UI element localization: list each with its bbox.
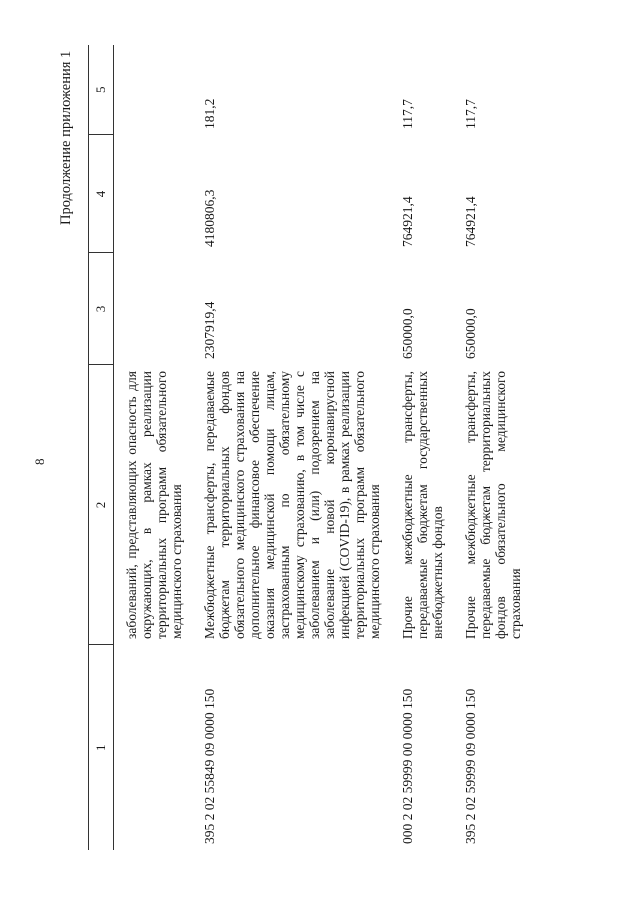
amount-col4: 764921,4	[463, 196, 478, 247]
budget-table	[88, 45, 529, 850]
amount-col3: 650000,0	[400, 308, 415, 359]
column-header-4: 4	[89, 135, 114, 253]
column-header-5: 5	[89, 45, 114, 135]
amount-col3	[114, 253, 199, 365]
budget-code	[114, 645, 199, 850]
table-row	[396, 45, 459, 850]
percent-col5: 181,2	[202, 98, 217, 129]
income-name: Межбюджетные трансферты, передаваемые бюджетам территориальных фондов обязательного медицинского страхования на дополнительное финансовое обеспечение оказания медицинской помощи лицам, застрахованным по обязательному медицинскому страхованию, в том числе с заболеванием и (или) подозрением на заболевание новой коронавирусной инфекцией (COVID-19), в рамках реализации территориальных программ обязательного медицинского страхования	[202, 371, 382, 639]
amount-col4	[114, 135, 199, 253]
header-row	[89, 45, 114, 850]
amount-col4: 4180806,3	[202, 189, 217, 247]
percent-col5: 117,7	[400, 99, 415, 129]
budget-code: 395 2 02 59999 09 0000 150	[463, 688, 478, 844]
amount-col3: 650000,0	[463, 308, 478, 359]
column-header-2: 2	[89, 365, 114, 645]
column-header-1: 1	[89, 645, 114, 850]
table-row	[459, 45, 529, 850]
income-name: Прочие межбюджетные трансферты, передаваемые бюджетам территориальных фондов обязательного медицинского страхования	[463, 371, 523, 639]
table-row	[198, 45, 396, 850]
page-number: 8	[32, 458, 47, 465]
percent-col5	[114, 45, 199, 135]
percent-col5: 117,7	[463, 99, 478, 129]
budget-code: 395 2 02 55849 09 0000 150	[202, 688, 217, 844]
table-row	[114, 45, 199, 850]
budget-code: 000 2 02 59999 00 0000 150	[400, 688, 415, 844]
column-header-3: 3	[89, 253, 114, 365]
income-name: Прочие межбюджетные трансферты, передаваемые бюджетам государственных внебюджетных фондов	[400, 371, 445, 639]
amount-col3: 2307919,4	[202, 301, 217, 359]
continuation-label: Продолжение приложения 1	[58, 50, 74, 225]
amount-col4: 764921,4	[400, 196, 415, 247]
income-name: заболеваний, представляющих опасность для окружающих, в рамках реализации территориальных программ обязательного медицинского страхования	[124, 371, 184, 639]
